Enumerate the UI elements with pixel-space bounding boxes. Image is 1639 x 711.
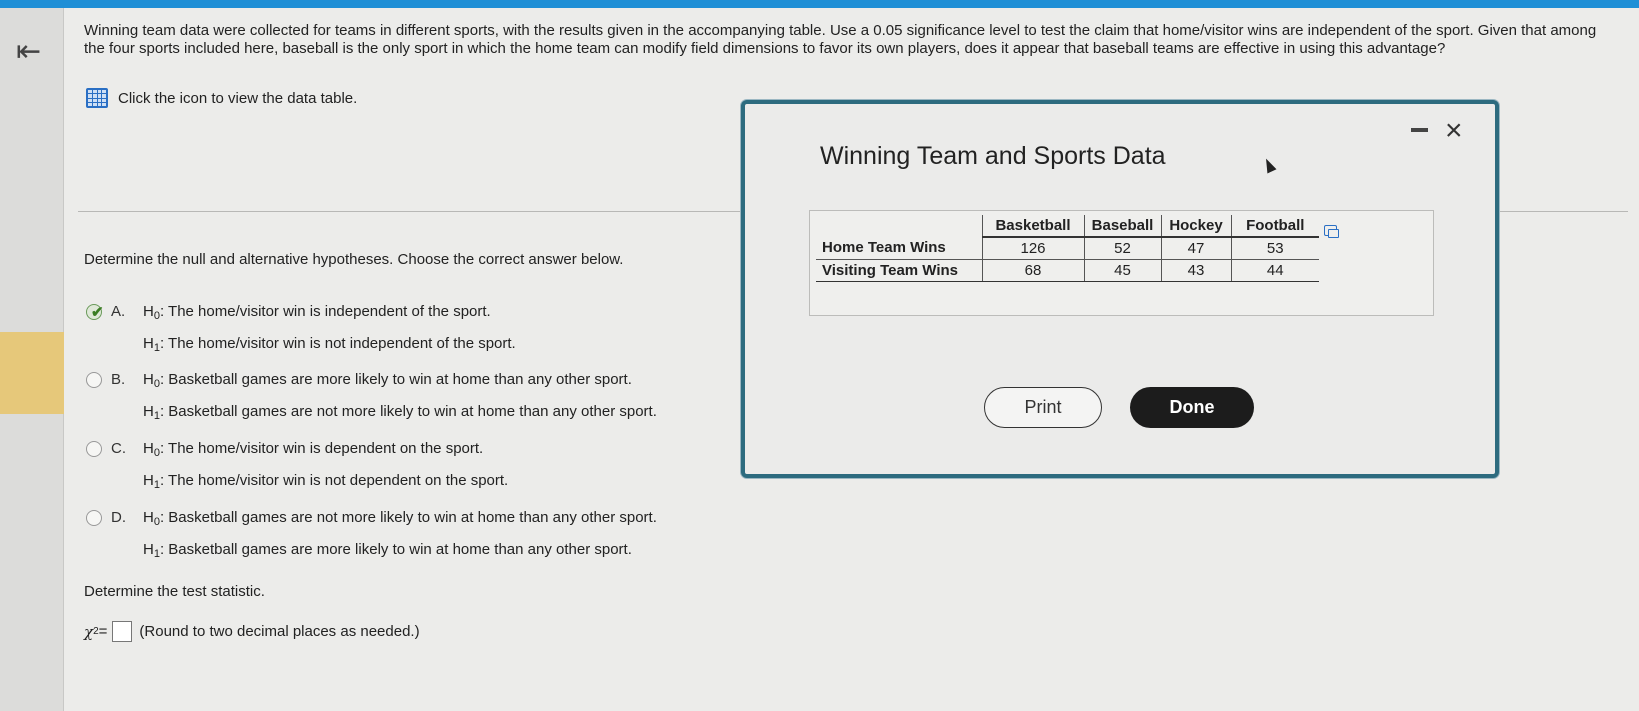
- radio-a[interactable]: [86, 304, 102, 320]
- close-icon[interactable]: ×: [1445, 114, 1463, 147]
- table-cell: 44: [1231, 259, 1319, 281]
- question-text: Winning team data were collected for teams in different sports, with the results given in the accompanying table. Use a 0.05 significance level to test the claim that home/visitor wins are independent of the sport. Given that among the four sports included here, baseball is the only sport in which the home team can modify field dimensions to favor its own players, does it appear that baseball teams are effective in using this advantage?: [84, 22, 1597, 57]
- choice-d[interactable]: [86, 504, 657, 568]
- table-frame: [809, 210, 1434, 316]
- table-header: Football: [1231, 215, 1319, 237]
- table-header: Baseball: [1084, 215, 1161, 237]
- equals-sign: =: [98, 623, 108, 640]
- table-cell: 43: [1161, 259, 1231, 281]
- data-table-link-label[interactable]: Click the icon to view the data table.: [118, 89, 358, 107]
- table-row: [816, 237, 1319, 259]
- choice-d-hypotheses: $H_0$: Basketball games are not more likely to win at home than any other sport. $H_1$: Basketball games are more likely to win at home than any other sport.: [143, 509, 657, 560]
- hypotheses-prompt: Determine the null and alternative hypotheses. Choose the correct answer below.: [84, 251, 624, 268]
- back-to-start-icon[interactable]: ⇤: [16, 35, 42, 68]
- chi-symbol: χ: [84, 622, 94, 641]
- row-label: Home Team Wins: [816, 237, 982, 259]
- copy-icon[interactable]: [1324, 225, 1337, 236]
- table-cell: 47: [1161, 237, 1231, 259]
- print-button[interactable]: Print: [984, 387, 1102, 428]
- table-cell: 53: [1231, 237, 1319, 259]
- test-statistic-prompt: Determine the test statistic.: [84, 583, 265, 600]
- choice-a-hypotheses: $H_0$: The home/visitor win is independent of the sport. $H_1$: The home/visitor win is not independent of the sport.: [143, 303, 516, 354]
- sidebar-highlight: [0, 332, 64, 414]
- table-row: [816, 259, 1319, 281]
- modal-title: Winning Team and Sports Data: [820, 142, 1166, 170]
- data-table-modal: [741, 100, 1499, 478]
- radio-b[interactable]: [86, 372, 102, 388]
- choice-b-hypotheses: $H_0$: Basketball games are more likely to win at home than any other sport. $H_1$: Basketball games are not more likely to win at home than any other sport.: [143, 371, 657, 422]
- radio-d[interactable]: [86, 510, 102, 526]
- choice-letter: D.: [111, 509, 126, 526]
- minimize-icon[interactable]: [1411, 128, 1428, 132]
- data-table-icon[interactable]: [86, 88, 108, 108]
- data-table-link[interactable]: [86, 88, 357, 108]
- mouse-cursor-icon: [1262, 157, 1277, 174]
- top-accent-bar: [0, 0, 1639, 8]
- choice-b[interactable]: [86, 366, 657, 430]
- choice-c[interactable]: [86, 435, 508, 499]
- row-label: Visiting Team Wins: [816, 259, 982, 281]
- table-cell: 126: [982, 237, 1084, 259]
- done-button[interactable]: Done: [1130, 387, 1254, 428]
- table-header-blank: [816, 215, 982, 237]
- check-icon: ✔: [91, 304, 104, 321]
- chi-square-answer-input[interactable]: [112, 621, 132, 642]
- choice-letter: A.: [111, 303, 126, 320]
- choice-a[interactable]: [86, 298, 516, 362]
- chi-exponent: 2: [93, 626, 99, 637]
- table-header: Hockey: [1161, 215, 1231, 237]
- choice-letter: C.: [111, 440, 126, 457]
- table-cell: 68: [982, 259, 1084, 281]
- table-header: Basketball: [982, 215, 1084, 237]
- table-cell: 45: [1084, 259, 1161, 281]
- test-statistic-row: [84, 621, 420, 642]
- table-cell: 52: [1084, 237, 1161, 259]
- data-table: [816, 215, 1319, 282]
- choice-c-hypotheses: $H_0$: The home/visitor win is dependent on the sport. $H_1$: The home/visitor win is not dependent on the sport.: [143, 440, 509, 491]
- choice-letter: B.: [111, 371, 126, 388]
- rounding-hint: (Round to two decimal places as needed.): [139, 623, 420, 640]
- radio-c[interactable]: [86, 441, 102, 457]
